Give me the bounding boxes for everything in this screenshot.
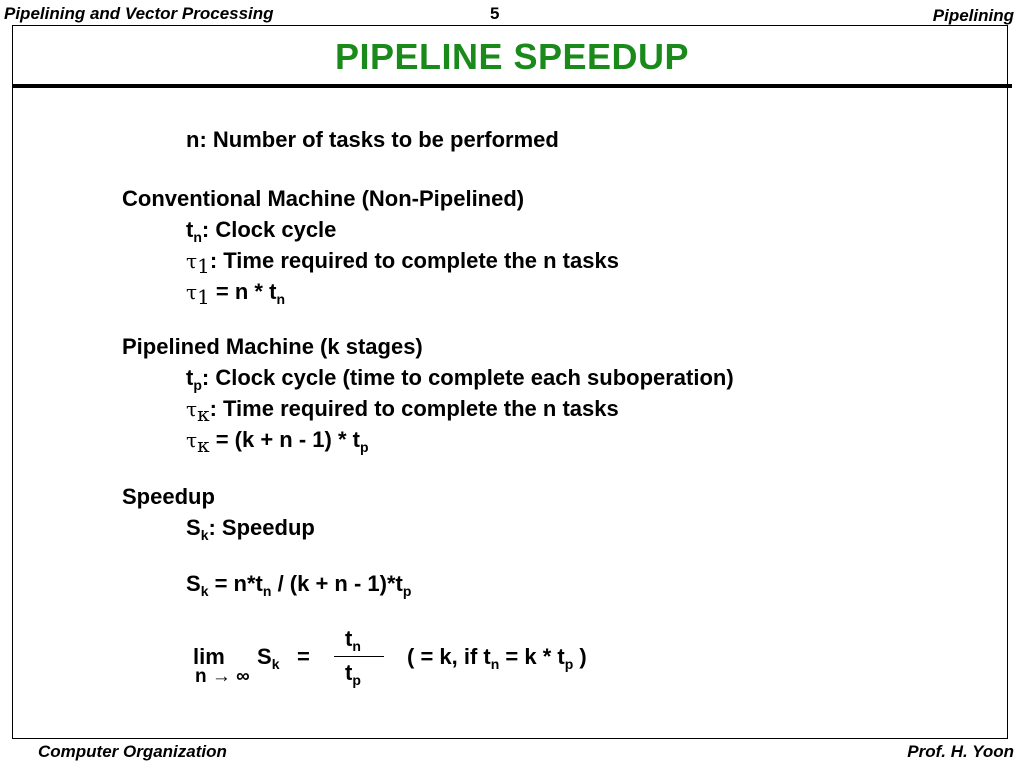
fraction-bar [334,656,384,657]
limit-expression [257,644,280,672]
conventional-heading: Conventional Machine (Non-Pipelined) [122,186,525,211]
fraction-numerator [345,626,361,654]
condition-part1: ( = k, if t [407,644,491,669]
condition-part2: = k * t [499,644,565,669]
page-title: PIPELINE SPEEDUP [334,36,690,77]
condition-sub1: n [490,656,500,672]
tp-definition [186,365,734,393]
tn-definition [186,217,337,245]
limit-condition [407,644,587,672]
sk-definition [186,515,315,543]
tau1-description: : Time required to complete the n tasks [209,248,619,273]
tauk-formula-subscript: p [359,439,369,455]
tp-subscript: p [193,377,202,393]
tau1-subscript: 1 [197,254,210,278]
numerator-subscript: n [352,638,361,654]
limit-equals: = [297,644,310,669]
denominator-symbol: t [345,660,353,685]
pipelined-heading: Pipelined Machine (k stages) [122,334,423,359]
title-divider [12,84,1012,88]
header-course-title: Pipelining and Vector Processing [4,4,274,23]
tauk-formula [186,427,369,457]
limit-subscript: n → ∞ [195,666,250,687]
tau1-subscript: 1 [197,285,210,309]
tn-symbol: t [186,217,194,242]
speedup-heading: Speedup [122,484,215,509]
speedup-formula-sub1: n [262,583,272,599]
limit-s-symbol: S [257,644,272,669]
condition-part3: ) [573,644,587,669]
tp-symbol: t [186,365,194,390]
header-topic: Pipelining [932,6,1014,25]
sk-symbol: S [186,571,201,596]
tauk-symbol: τ [186,428,198,452]
speedup-formula [186,571,412,599]
condition-sub2: p [564,656,574,672]
tn-subscript: n [193,229,202,245]
numerator-symbol: t [345,626,353,651]
tauk-description: : Time required to complete the n tasks [209,396,619,421]
tn-description: : Clock cycle [201,217,337,242]
tauk-formula-text: = (k + n - 1) * t [209,427,360,452]
tau1-formula-subscript: n [276,291,285,307]
tau1-definition [186,248,619,278]
speedup-formula-part2: / (k + n - 1)*t [271,571,403,596]
page-number: 5 [490,4,500,23]
footer-course: Computer Organization [38,742,227,761]
speedup-formula-sub2: p [402,583,412,599]
denominator-subscript: p [352,672,361,688]
tau1-symbol: τ [186,280,198,304]
sk-subscript: k [200,583,209,599]
tp-description: : Clock cycle (time to complete each suboperation) [201,365,734,390]
n-definition: n: Number of tasks to be performed [186,127,559,152]
limit-s-subscript: k [271,656,280,672]
sk-symbol: S [186,515,201,540]
speedup-formula-part1: = n*t [208,571,263,596]
tau1-symbol: τ [186,249,198,273]
tau1-formula [186,279,285,309]
tauk-subscript: κ [197,402,210,426]
sk-subscript: k [200,527,209,543]
fraction-denominator [345,660,361,688]
tauk-definition [186,396,619,426]
tauk-symbol: τ [186,397,198,421]
sk-description: : Speedup [208,515,315,540]
tau1-formula-text: = n * t [209,279,277,304]
limit-operator: lim [193,644,225,669]
tauk-subscript: κ [197,433,210,457]
footer-author: Prof. H. Yoon [907,742,1014,761]
